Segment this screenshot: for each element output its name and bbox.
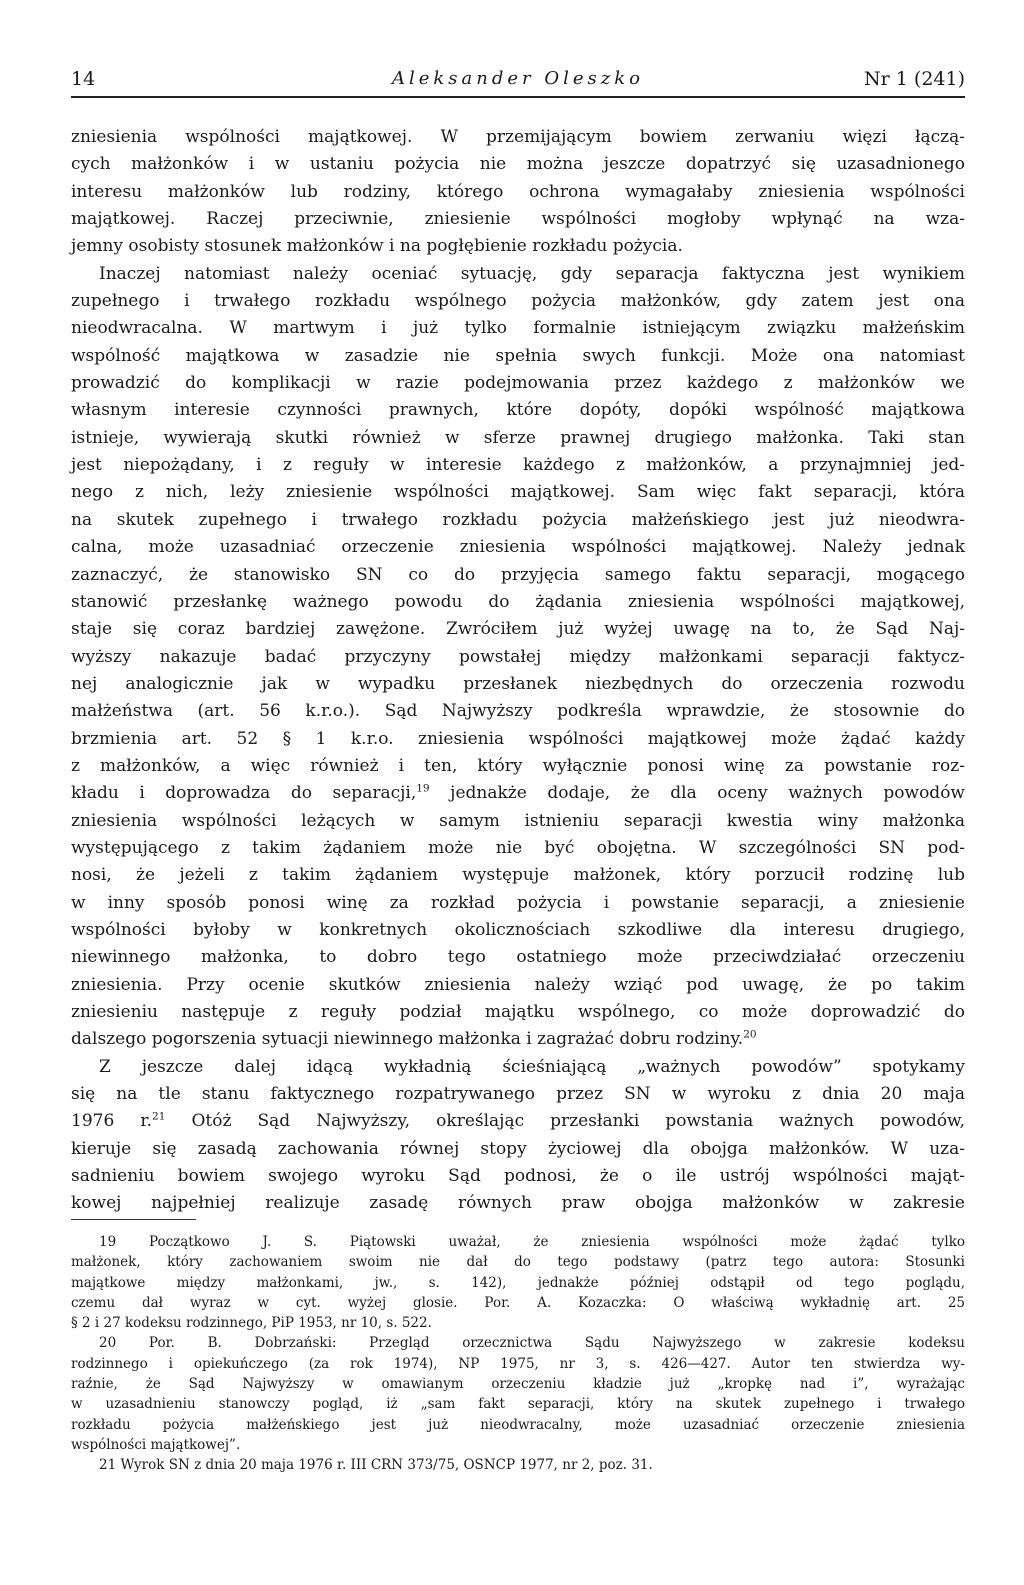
footnote-line: § 2 i 27 kodeksu rodzinnego, PiP 1953, nr 10, s. 522. bbox=[71, 1315, 432, 1332]
text-line bbox=[71, 1026, 965, 1053]
footnote-ref-21[interactable]: 21 bbox=[152, 1110, 166, 1123]
footnote-ref-20[interactable]: 20 bbox=[743, 1028, 757, 1041]
text-line: kieruje się zasadą zachowania równej stopy życiowej dla obojga małżonków. W uza- bbox=[71, 1138, 965, 1159]
footnote-line: raźnie, że Sąd Najwyższy w omawianym orzeczeniu kładzie już „kropkę nad i”, wyrażając bbox=[71, 1376, 965, 1393]
running-title: Aleksander Oleszko bbox=[391, 68, 644, 89]
footnote-line: majątkowe między małżonkami, jw., s. 142), jednakże później odstąpił od tego poglądu, bbox=[71, 1274, 965, 1291]
text-line bbox=[71, 780, 965, 807]
text-line: zniesieniu następuje z reguły podział majątku wspólnego, co może doprowadzić do bbox=[71, 1002, 965, 1022]
text-line: na skutek zupełnego i trwałego rozkładu pożycia małżeńskiego jest już nieodwra- bbox=[71, 509, 965, 530]
text-line: prowadzić do komplikacji w razie podejmowania przez każdego z małżonków we bbox=[71, 373, 965, 394]
footnote-line: rodzinnego i opiekuńczego (za rok 1974), NP 1975, nr 3, s. 426—427. Autor ten stwierdza wy- bbox=[71, 1355, 965, 1372]
text-line: Inaczej natomiast należy oceniać sytuację, gdy separacja faktyczna jest wynikiem bbox=[99, 263, 965, 284]
text-line: własnym interesie czynności prawnych, które dopóty, dopóki wspólność majątkowa bbox=[71, 400, 965, 421]
footnote-line: wspólności majątkowej”. bbox=[71, 1436, 241, 1453]
footnote-line: rozkładu pożycia małżeńskiego jest już nieodwracalny, może uzasadniać orzeczenie zniesienia bbox=[71, 1416, 965, 1433]
text-line: nosi, że jeżeli z takim żądaniem występuje małżonek, który porzucił rodzinę lub bbox=[71, 865, 965, 886]
text-line: zupełnego i trwałego rozkładu wspólnego pożycia małżonków, gdy zatem jest ona bbox=[71, 291, 965, 312]
text-line: calna, może uzasadniać orzeczenie zniesienia wspólności majątkowej. Należy jednak bbox=[71, 537, 965, 558]
text-line: jest niepożądany, i z reguły w interesie każdego z małżonków, a przynajmniej jed- bbox=[71, 455, 965, 476]
text-line: cych małżonków i w ustaniu pożycia nie można jeszcze dopatrzyć się uzasadnionego bbox=[71, 154, 965, 175]
text-line: zniesienia wspólności majątkowej. W przemijającym bowiem zerwaniu więzi łączą- bbox=[71, 127, 965, 147]
footnote-ref-19[interactable]: 19 bbox=[416, 782, 430, 795]
text-line: zniesienia wspólności leżących w samym istnieniu separacji kwestia winy małżonka bbox=[71, 810, 965, 831]
footnote-19: 19 Początkowo J. S. Piątowski uważał, że zniesienia wspólności może żądać tylko bbox=[99, 1234, 965, 1250]
footnote-line: małżonek, który zachowaniem swoim nie dał do tego podstawy (patrz tego autora: Stosunki bbox=[71, 1254, 965, 1271]
page-number: 14 bbox=[71, 68, 96, 90]
issue-number: Nr 1 (241) bbox=[864, 68, 965, 90]
text-line: z małżonków, a więc również i ten, który wyłącznie ponosi winę za powstanie roz- bbox=[71, 755, 965, 776]
text-line: niewinnego małżonka, to dobro tego ostatniego może przeciwdziałać orzeczeniu bbox=[71, 947, 965, 968]
text-line: się na tle stanu faktycznego rozpatrywanego przez SN w wyroku z dnia 20 maja bbox=[71, 1084, 965, 1105]
text-line: występującego z takim żądaniem może nie być obojętna. W szczególności SN pod- bbox=[71, 837, 965, 858]
footnote-rule bbox=[71, 1219, 196, 1220]
text-line: kowej najpełniej realizuje zasadę równych praw obojga małżonków w zakresie bbox=[71, 1193, 965, 1214]
text-line: wspólność majątkowa w zasadzie nie spełnia swych funkcji. Może ona natomiast bbox=[71, 345, 965, 366]
text-line: wyższy nakazuje badać przyczyny powstałej między małżonkami separacji faktycz- bbox=[71, 646, 965, 667]
text-fragment: 1976 r. bbox=[71, 1111, 153, 1132]
footnote-line: w uzasadnieniu stanowczy pogląd, iż „sam fakt separacji, który na skutek zupełnego i trwałego bbox=[71, 1396, 965, 1413]
text-fragment: jednakże dodaje, że dla oceny ważnych powodów bbox=[429, 783, 965, 804]
footnote-21: 21 Wyrok SN z dnia 20 maja 1976 r. III CRN 373/75, OSNCP 1977, nr 2, poz. 31. bbox=[99, 1457, 653, 1474]
text-line: zniesienia. Przy ocenie skutków zniesienia należy wziąć pod uwagę, że po takim bbox=[71, 974, 965, 995]
text-line: stanowić przesłankę ważnego powodu do żądania zniesienia wspólności majątkowej, bbox=[71, 591, 965, 612]
text-fragment: Otóż Sąd Najwyższy, określając przesłanki powstania ważnych powodów, bbox=[165, 1111, 965, 1132]
text-line: majątkowej. Raczej przeciwnie, zniesienie wspólności mogłoby wpłynąć na wza- bbox=[71, 209, 965, 230]
text-line: wspólności byłoby w konkretnych okolicznościach szkodliwe dla interesu drugiego, bbox=[71, 919, 965, 940]
text-line: jemny osobisty stosunek małżonków i na pogłębienie rozkładu pożycia. bbox=[71, 236, 683, 257]
text-line: małżeństwa (art. 56 k.r.o.). Sąd Najwyższy podkreśla wprawdzie, że stosownie do bbox=[71, 701, 965, 722]
footnotes bbox=[71, 1232, 965, 1476]
text-line bbox=[71, 1108, 965, 1135]
main-text bbox=[71, 124, 965, 1218]
header-rule bbox=[71, 96, 965, 98]
text-line: sadnieniu bowiem swojego wyroku Sąd podnosi, że o ile ustrój wspólności mająt- bbox=[71, 1166, 965, 1187]
footnote-20: 20 Por. B. Dobrzański: Przegląd orzecznictwa Sądu Najwyższego w zakresie kodeksu bbox=[99, 1335, 965, 1352]
text-line: w inny sposób ponosi winę za rozkład pożycia i powstanie separacji, a zniesienie bbox=[71, 892, 965, 913]
text-line: istnieje, wywierają skutki również w sferze prawnej drugiego małżonka. Taki stan bbox=[71, 427, 965, 448]
text-fragment: dalszego pogorszenia sytuacji niewinnego małżonka i zagrażać dobru rodziny. bbox=[71, 1029, 744, 1050]
text-line: staje się coraz bardziej zawężone. Zwróciłem już wyżej uwagę na to, że Sąd Naj- bbox=[71, 619, 965, 640]
text-line: Z jeszcze dalej idącą wykładnią ścieśniającą „ważnych powodów” spotykamy bbox=[99, 1056, 965, 1077]
running-header bbox=[71, 62, 965, 94]
text-line: interesu małżonków lub rodziny, którego ochrona wymagałaby zniesienia wspólności bbox=[71, 181, 965, 202]
text-fragment: kładu i doprowadza do separacji, bbox=[71, 783, 417, 804]
footnote-line: czemu dał wyraz w cyt. wyżej glosie. Por. A. Kozaczka: O właściwą wykładnię art. 25 bbox=[71, 1294, 965, 1311]
text-line: nego z nich, leży zniesienie wspólności majątkowej. Sam więc fakt separacji, która bbox=[71, 482, 965, 503]
text-line: brzmienia art. 52 § 1 k.r.o. zniesienia wspólności majątkowej może żądać każdy bbox=[71, 728, 965, 749]
text-line: nieodwracalna. W martwym i już tylko formalnie istniejącym związku małżeńskim bbox=[71, 318, 965, 339]
text-line: zaznaczyć, że stanowisko SN co do przyjęcia samego faktu separacji, mogącego bbox=[71, 564, 965, 585]
text-line: nej analogicznie jak w wypadku przesłanek niezbędnych do orzeczenia rozwodu bbox=[71, 673, 965, 694]
